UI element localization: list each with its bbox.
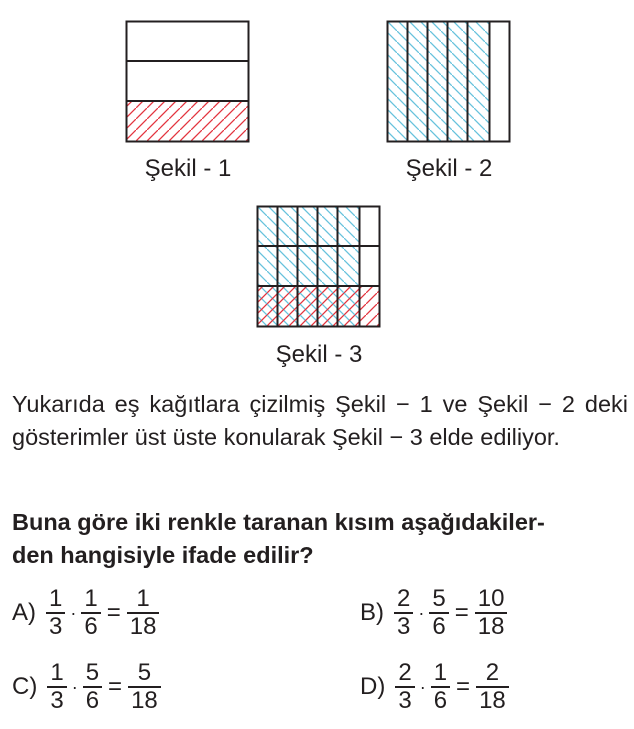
fraction-2: $\frac{1}{6}$ <box>81 586 100 640</box>
fraction-1: $\frac{2}{3}$ <box>394 586 413 640</box>
figure-1 <box>125 20 251 144</box>
fraction-result: $\frac{2}{18}$ <box>476 660 509 714</box>
fraction-result: $\frac{10}{18}$ <box>475 586 508 640</box>
question-line-1: Buna göre iki renkle taranan kısım aşağıdakiler- <box>12 509 545 535</box>
option-d[interactable] <box>360 660 509 714</box>
fraction-2: $\frac{5}{6}$ <box>429 586 448 640</box>
shaded-five-sixths <box>388 22 490 142</box>
figure-2-caption: Şekil - 2 <box>405 155 493 182</box>
equals-sign: = <box>454 599 469 626</box>
question-line-2: den hangisiyle ifade edilir? <box>12 542 314 568</box>
multiply-dot: · <box>419 676 426 697</box>
equals-sign: = <box>106 599 121 626</box>
problem-paragraph: Yukarıda eş kağıtlara çizilmiş Şekil − 1 ve Şekil − 2 deki gösterimler üst üste konularak Şekil − 3 elde ediliyor. <box>12 391 628 450</box>
fraction-1: $\frac{1}{3}$ <box>46 586 65 640</box>
multiply-dot: · <box>71 676 78 697</box>
fraction-result: $\frac{5}{18}$ <box>128 660 161 714</box>
figure-3 <box>256 205 382 329</box>
equals-sign: = <box>456 673 471 700</box>
option-b[interactable] <box>360 586 507 640</box>
fraction-1: $\frac{1}{3}$ <box>47 660 66 714</box>
option-letter: B) <box>360 599 384 626</box>
figure-3-caption: Şekil - 3 <box>275 341 363 368</box>
option-letter: D) <box>360 673 386 700</box>
question-text <box>12 506 628 572</box>
option-letter: C) <box>12 673 38 700</box>
fraction-2: $\frac{1}{6}$ <box>431 660 450 714</box>
option-letter: A) <box>12 599 36 626</box>
fraction-2: $\frac{5}{6}$ <box>83 660 102 714</box>
figure-2 <box>386 20 512 144</box>
option-c[interactable] <box>12 660 161 714</box>
figure-1-caption: Şekil - 1 <box>144 155 232 182</box>
equals-sign: = <box>108 673 123 700</box>
shaded-third <box>127 101 249 141</box>
fraction-result: $\frac{1}{18}$ <box>127 586 160 640</box>
fraction-1: $\frac{2}{3}$ <box>395 660 414 714</box>
multiply-dot: · <box>70 602 77 623</box>
option-a[interactable] <box>12 586 159 640</box>
multiply-dot: · <box>418 602 425 623</box>
